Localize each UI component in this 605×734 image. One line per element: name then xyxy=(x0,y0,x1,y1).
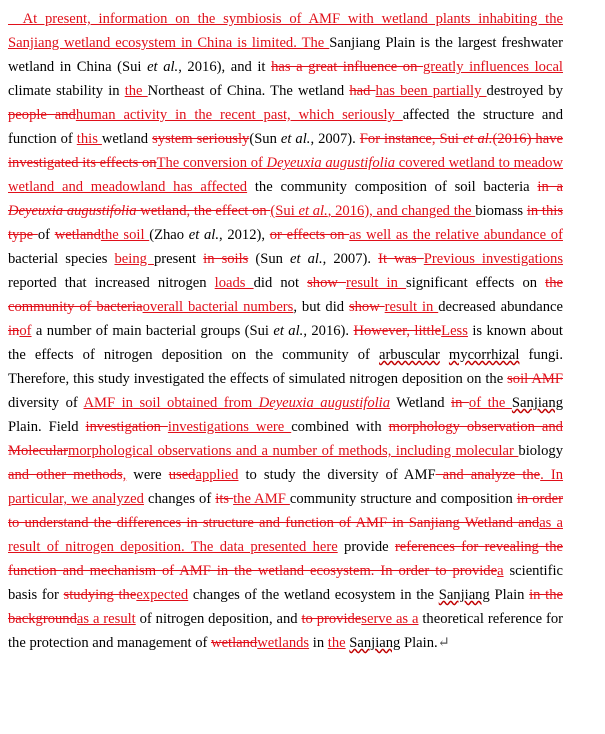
body-text: theoretical reference for the protection and management of xyxy=(8,611,563,651)
tracked-deletion: used xyxy=(168,467,196,483)
tracked-deletion: or effects on xyxy=(269,227,350,243)
tracked-deletion: has a great influence on xyxy=(271,59,423,75)
tracked-insertion: Previous investigations xyxy=(423,251,563,267)
body-text: mycorrhizal xyxy=(448,347,520,363)
tracked-deletion: had xyxy=(349,83,376,99)
tracked-insertion: being xyxy=(114,251,154,267)
body-text: community structure and composition xyxy=(289,491,517,507)
body-text: , 2012), xyxy=(218,227,270,243)
body-text: et al. xyxy=(147,59,179,75)
body-text: et al. xyxy=(273,323,304,339)
body-text: , but did xyxy=(293,299,349,315)
tracked-deletion: show xyxy=(348,299,385,315)
tracked-deletion: to provide xyxy=(301,611,362,627)
body-text: Wetland xyxy=(390,395,452,411)
body-text xyxy=(440,347,449,363)
tracked-deletion: in xyxy=(451,395,469,411)
body-text: fungi. Therefore, this study investigated the effects of simulated nitrogen deposition on the xyxy=(8,347,563,387)
tracked-insertion: Deyeuxia augustifolia xyxy=(258,395,391,411)
tracked-insertion: has been partially xyxy=(375,83,487,99)
body-text: Sanjiang xyxy=(438,587,490,603)
tracked-insertion: At present, information on the symbiosis of AMF with wetland plants inhabiting the Sanjiang wetland ecosystem in China is limited. The xyxy=(8,11,563,51)
body-text: in xyxy=(309,635,328,651)
document-paragraph[interactable] xyxy=(8,7,563,655)
tracked-insertion: The conversion of xyxy=(156,155,267,171)
body-text: combined with xyxy=(291,419,389,435)
tracked-insertion: serve as a xyxy=(361,611,419,627)
tracked-insertion: as a result xyxy=(76,611,136,627)
tracked-insertion: the xyxy=(327,635,346,651)
body-text: changes of the wetland ecosystem in the xyxy=(188,587,439,603)
body-text: , 2016). xyxy=(303,323,354,339)
tracked-deletion: morphology observation and Molecular xyxy=(8,419,563,459)
tracked-deletion: in a xyxy=(537,179,563,195)
tracked-insertion: loads xyxy=(214,275,254,291)
body-text: affected the structure and function of xyxy=(8,107,564,147)
body-text: Plain xyxy=(489,587,530,603)
tracked-insertion: , xyxy=(122,467,127,483)
body-text: Plain. xyxy=(8,419,49,435)
tracked-insertion: human activity in the recent past, which seriously xyxy=(75,107,403,123)
tracked-insertion: result in xyxy=(346,275,407,291)
tracked-deletion: the community of bacteria xyxy=(8,275,564,315)
tracked-insertion: a xyxy=(497,563,504,579)
body-text: Sanjiang xyxy=(511,395,563,411)
tracked-deletion: in this type xyxy=(8,203,564,243)
body-text: et al. xyxy=(290,251,323,267)
body-text: Northeast of China. The wetland xyxy=(147,83,350,99)
tracked-insertion: investigations were xyxy=(167,419,292,435)
tracked-insertion: (Sui xyxy=(270,203,299,219)
tracked-insertion: overall bacterial numbers xyxy=(142,299,294,315)
body-text: Plain. xyxy=(400,635,438,651)
tracked-insertion: morphological observations and a number of methods, including molecular xyxy=(67,443,519,459)
tracked-insertion: as well as the relative abundance of xyxy=(349,227,563,243)
tracked-insertion: et al. xyxy=(298,203,328,219)
body-text: were xyxy=(126,467,169,483)
tracked-deletion: wetland, the effect on xyxy=(136,203,271,219)
paragraph-mark-icon: ↵ xyxy=(437,635,450,651)
tracked-deletion: and analyze the xyxy=(435,467,541,483)
body-text: the community composition of soil bacteria xyxy=(247,179,538,195)
tracked-deletion: et al. xyxy=(462,131,493,147)
body-text: wetland xyxy=(101,131,153,147)
tracked-deletion: in the background xyxy=(8,587,563,627)
tracked-deletion: wetland xyxy=(211,635,258,651)
tracked-deletion: show xyxy=(307,275,347,291)
tracked-insertion: applied xyxy=(195,467,239,483)
body-text: Sanjiang Plain is the largest freshwater wetland in China (Sui xyxy=(8,35,564,75)
tracked-deletion: in xyxy=(8,323,20,339)
tracked-insertion: the xyxy=(124,83,148,99)
tracked-insertion: this xyxy=(76,131,102,147)
tracked-insertion: covered wetland to meadow wetland and meadowland has affected xyxy=(8,155,564,195)
body-text: biology xyxy=(518,443,563,459)
body-text: , 2016), and it xyxy=(178,59,272,75)
body-text: , 2007). xyxy=(322,251,379,267)
tracked-insertion: the soil xyxy=(100,227,150,243)
tracked-insertion: of xyxy=(19,323,32,339)
tracked-deletion: wetland xyxy=(54,227,101,243)
body-text: provide xyxy=(337,539,395,555)
body-text: (Sun xyxy=(248,251,291,267)
body-text: is known about the effects of nitrogen deposition on the community of xyxy=(8,323,563,363)
body-text: Field xyxy=(48,419,86,435)
tracked-insertion: , 2016), and changed the xyxy=(327,203,476,219)
tracked-deletion: soil AMF xyxy=(507,371,563,387)
body-text: significant effects on xyxy=(406,275,546,291)
tracked-insertion: result in xyxy=(384,299,439,315)
body-text: bacterial species xyxy=(8,251,115,267)
body-text: did not xyxy=(253,275,308,291)
body-text: biomass xyxy=(475,203,527,219)
tracked-insertion: Deyeuxia augustifolia xyxy=(266,155,396,171)
tracked-deletion: However, little xyxy=(353,323,442,339)
tracked-insertion: wetlands xyxy=(257,635,310,651)
tracked-deletion: and other methods xyxy=(8,467,123,483)
tracked-insertion: as a result of nitrogen deposition. The data presented here xyxy=(8,515,563,555)
tracked-deletion: in soils xyxy=(203,251,249,267)
tracked-deletion: Deyeuxia augustifolia xyxy=(8,203,137,219)
body-text: changes of xyxy=(143,491,216,507)
body-text: et al. xyxy=(280,131,311,147)
body-text: (Zhao xyxy=(149,227,189,243)
tracked-deletion: (2016) have investigated its effects on xyxy=(8,131,563,171)
body-text: to study the diversity of AMF xyxy=(238,467,436,483)
tracked-insertion: expected xyxy=(136,587,189,603)
body-text: et al. xyxy=(188,227,219,243)
body-text: arbuscular xyxy=(379,347,440,363)
tracked-insertion: AMF in soil obtained from xyxy=(83,395,259,411)
tracked-deletion: For instance, Sui xyxy=(359,131,463,147)
body-text: present xyxy=(153,251,204,267)
tracked-insertion: the AMF xyxy=(233,491,290,507)
body-text: a number of main bacterial groups (Sui xyxy=(31,323,274,339)
body-text: destroyed by xyxy=(486,83,564,99)
body-text: of xyxy=(37,227,55,243)
body-text: of nitrogen deposition, and xyxy=(135,611,302,627)
tracked-deletion: It was xyxy=(378,251,424,267)
tracked-deletion: in order to understand the differences in structure and function of AMF in Sanjiang Wetland and xyxy=(8,491,564,531)
tracked-deletion: system seriously xyxy=(152,131,250,147)
tracked-insertion: of the xyxy=(468,395,512,411)
body-text: scientific basis for xyxy=(8,563,563,603)
body-text: Sanjiang xyxy=(349,635,401,651)
body-text: (Sun xyxy=(249,131,281,147)
tracked-deletion: studying the xyxy=(63,587,137,603)
tracked-deletion: its xyxy=(215,491,234,507)
tracked-deletion: references for revealing the function and mechanism of AMF in the wetland ecosystem. In order to provide xyxy=(8,539,563,579)
body-text: , 2007). xyxy=(310,131,360,147)
tracked-deletion: people and xyxy=(8,107,76,123)
body-text: diversity of xyxy=(8,395,84,411)
tracked-insertion: greatly influences local xyxy=(422,59,563,75)
tracked-deletion: investigation xyxy=(85,419,168,435)
body-text: climate stability in xyxy=(8,83,125,99)
tracked-insertion: Less xyxy=(441,323,468,339)
body-text: reported that increased nitrogen xyxy=(8,275,215,291)
tracked-insertion: . In particular, we analyzed xyxy=(8,467,564,507)
body-text: decreased abundance xyxy=(438,299,563,315)
